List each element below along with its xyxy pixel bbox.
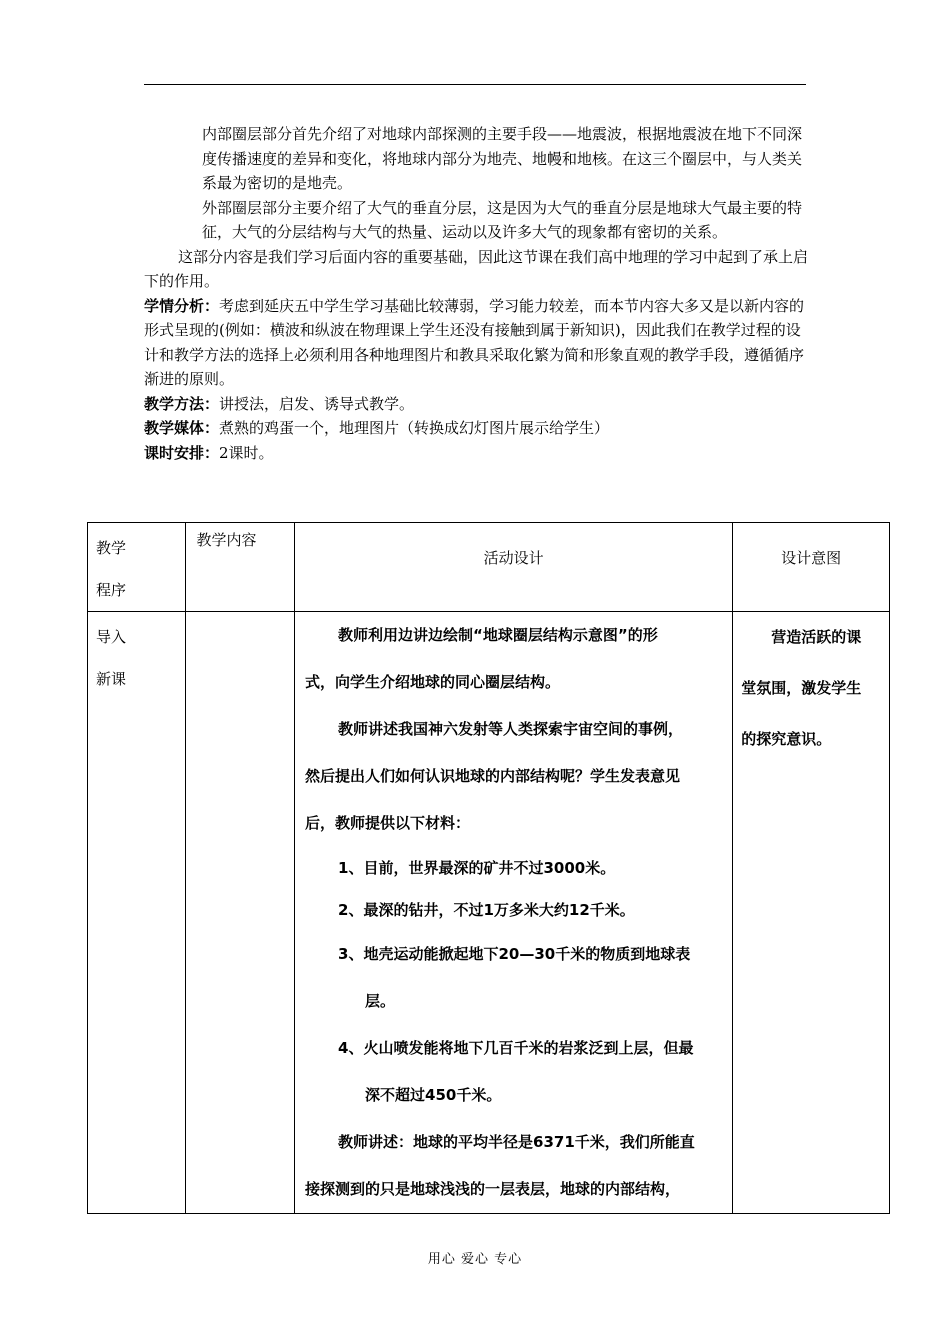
activity-content <box>295 612 732 1213</box>
procedure-line1: 导入 <box>96 628 127 646</box>
method-text: 讲授法，启发、诱导式教学。 <box>219 394 415 413</box>
intent-line: 营造活跃的课 <box>771 628 862 646</box>
analysis-label: 学情分析： <box>144 296 220 315</box>
activity-line: 教师讲述：地球的平均半径是6371千米，我们所能直 <box>338 1133 695 1151</box>
intent-content <box>733 612 889 765</box>
header-intent: 设计意图 <box>781 549 842 567</box>
header-procedure-line2: 程序 <box>96 581 127 599</box>
material-item-4-cont: 深不超过450千米。 <box>365 1086 502 1104</box>
header-rule <box>144 84 806 85</box>
hours-paragraph <box>144 441 808 466</box>
header-activity: 活动设计 <box>483 549 544 567</box>
header-cell-activity <box>295 523 733 612</box>
material-item-4: 4、火山喷发能将地下几百千米的岩浆泛到上层，但最 <box>338 1039 694 1057</box>
header-content: 教学内容 <box>196 531 257 549</box>
analysis-text: 考虑到延庆五中学生学习基础比较薄弱，学习能力较差，而本节内容大多又是以新内容的形式呈现的(例如：横波和纵波在物理课上学生还没有接触到属于新知识)，因此我们在教学过程的设计和教学方法的选择上必须利用各种地理图片和教具采取化繁为简和形象直观的教学手段，遵循循序渐进的原则。 <box>144 296 805 388</box>
intent-line: 的探究意识。 <box>741 730 832 748</box>
hours-label: 课时安排： <box>144 443 220 462</box>
material-item-1: 1、目前，世界最深的矿井不过3000米。 <box>338 859 616 877</box>
intent-cell <box>733 612 890 1214</box>
material-item-2: 2、最深的钻井，不过1万多米大约12千米。 <box>338 901 635 919</box>
table-header-row <box>88 523 890 612</box>
method-label: 教学方法： <box>144 394 220 413</box>
inner-sphere-paragraph: 内部圈层部分首先介绍了对地球内部探测的主要手段——地震波，根据地震波在地下不同深度传播速度的差异和变化，将地球内部分为地壳、地幔和地核。在这三个圈层中，与人类关系最为密切的是地壳。 <box>202 125 803 192</box>
activity-line: 教师讲述我国神六发射等人类探索宇宙空间的事例， <box>338 720 684 738</box>
header-cell-intent <box>733 523 890 612</box>
importance-paragraph: 这部分内容是我们学习后面内容的重要基础，因此这节课在我们高中地理的学习中起到了承上启下的作用。 <box>144 247 809 290</box>
intent-line: 堂氛围，激发学生 <box>741 679 862 697</box>
header-cell-procedure <box>88 523 186 612</box>
procedure-line2: 新课 <box>96 670 127 688</box>
activity-cell <box>295 612 733 1214</box>
outer-sphere-paragraph: 外部圈层部分主要介绍了大气的垂直分层，这是因为大气的垂直分层是地球大气最主要的特征，大气的分层结构与大气的热量、运动以及许多大气的现象都有密切的关系。 <box>202 198 803 241</box>
lesson-plan-table <box>87 522 890 1214</box>
activity-line: 后，教师提供以下材料： <box>305 814 471 832</box>
media-text: 煮熟的鸡蛋一个，地理图片（转换成幻灯图片展示给学生） <box>219 419 610 437</box>
page-footer: 用心 爱心 专心 <box>427 1252 523 1267</box>
content-cell <box>186 612 295 1214</box>
method-paragraph <box>144 392 808 417</box>
activity-line: 教师利用边讲边绘制“地球圈层结构示意图”的形 <box>338 626 658 644</box>
header-cell-content <box>186 523 295 612</box>
media-paragraph <box>144 416 808 441</box>
analysis-paragraph <box>144 294 808 392</box>
hours-text: 2课时。 <box>219 443 274 462</box>
activity-line: 式，向学生介绍地球的同心圈层结构。 <box>305 673 561 691</box>
material-item-3: 3、地壳运动能掀起地下20—30千米的物质到地球表 <box>338 945 691 963</box>
table-row <box>88 612 890 1214</box>
inner-sphere-paragraph-block <box>202 122 808 245</box>
media-label: 教学媒体： <box>144 419 220 437</box>
header-procedure-line1: 教学 <box>96 539 127 557</box>
document-body <box>144 122 808 465</box>
procedure-cell <box>88 612 186 1214</box>
activity-line: 接探测到的只是地球浅浅的一层表层，地球的内部结构， <box>305 1180 681 1198</box>
activity-line: 然后提出人们如何认识地球的内部结构呢？学生发表意见 <box>305 767 681 785</box>
material-item-3-cont: 层。 <box>365 992 396 1010</box>
